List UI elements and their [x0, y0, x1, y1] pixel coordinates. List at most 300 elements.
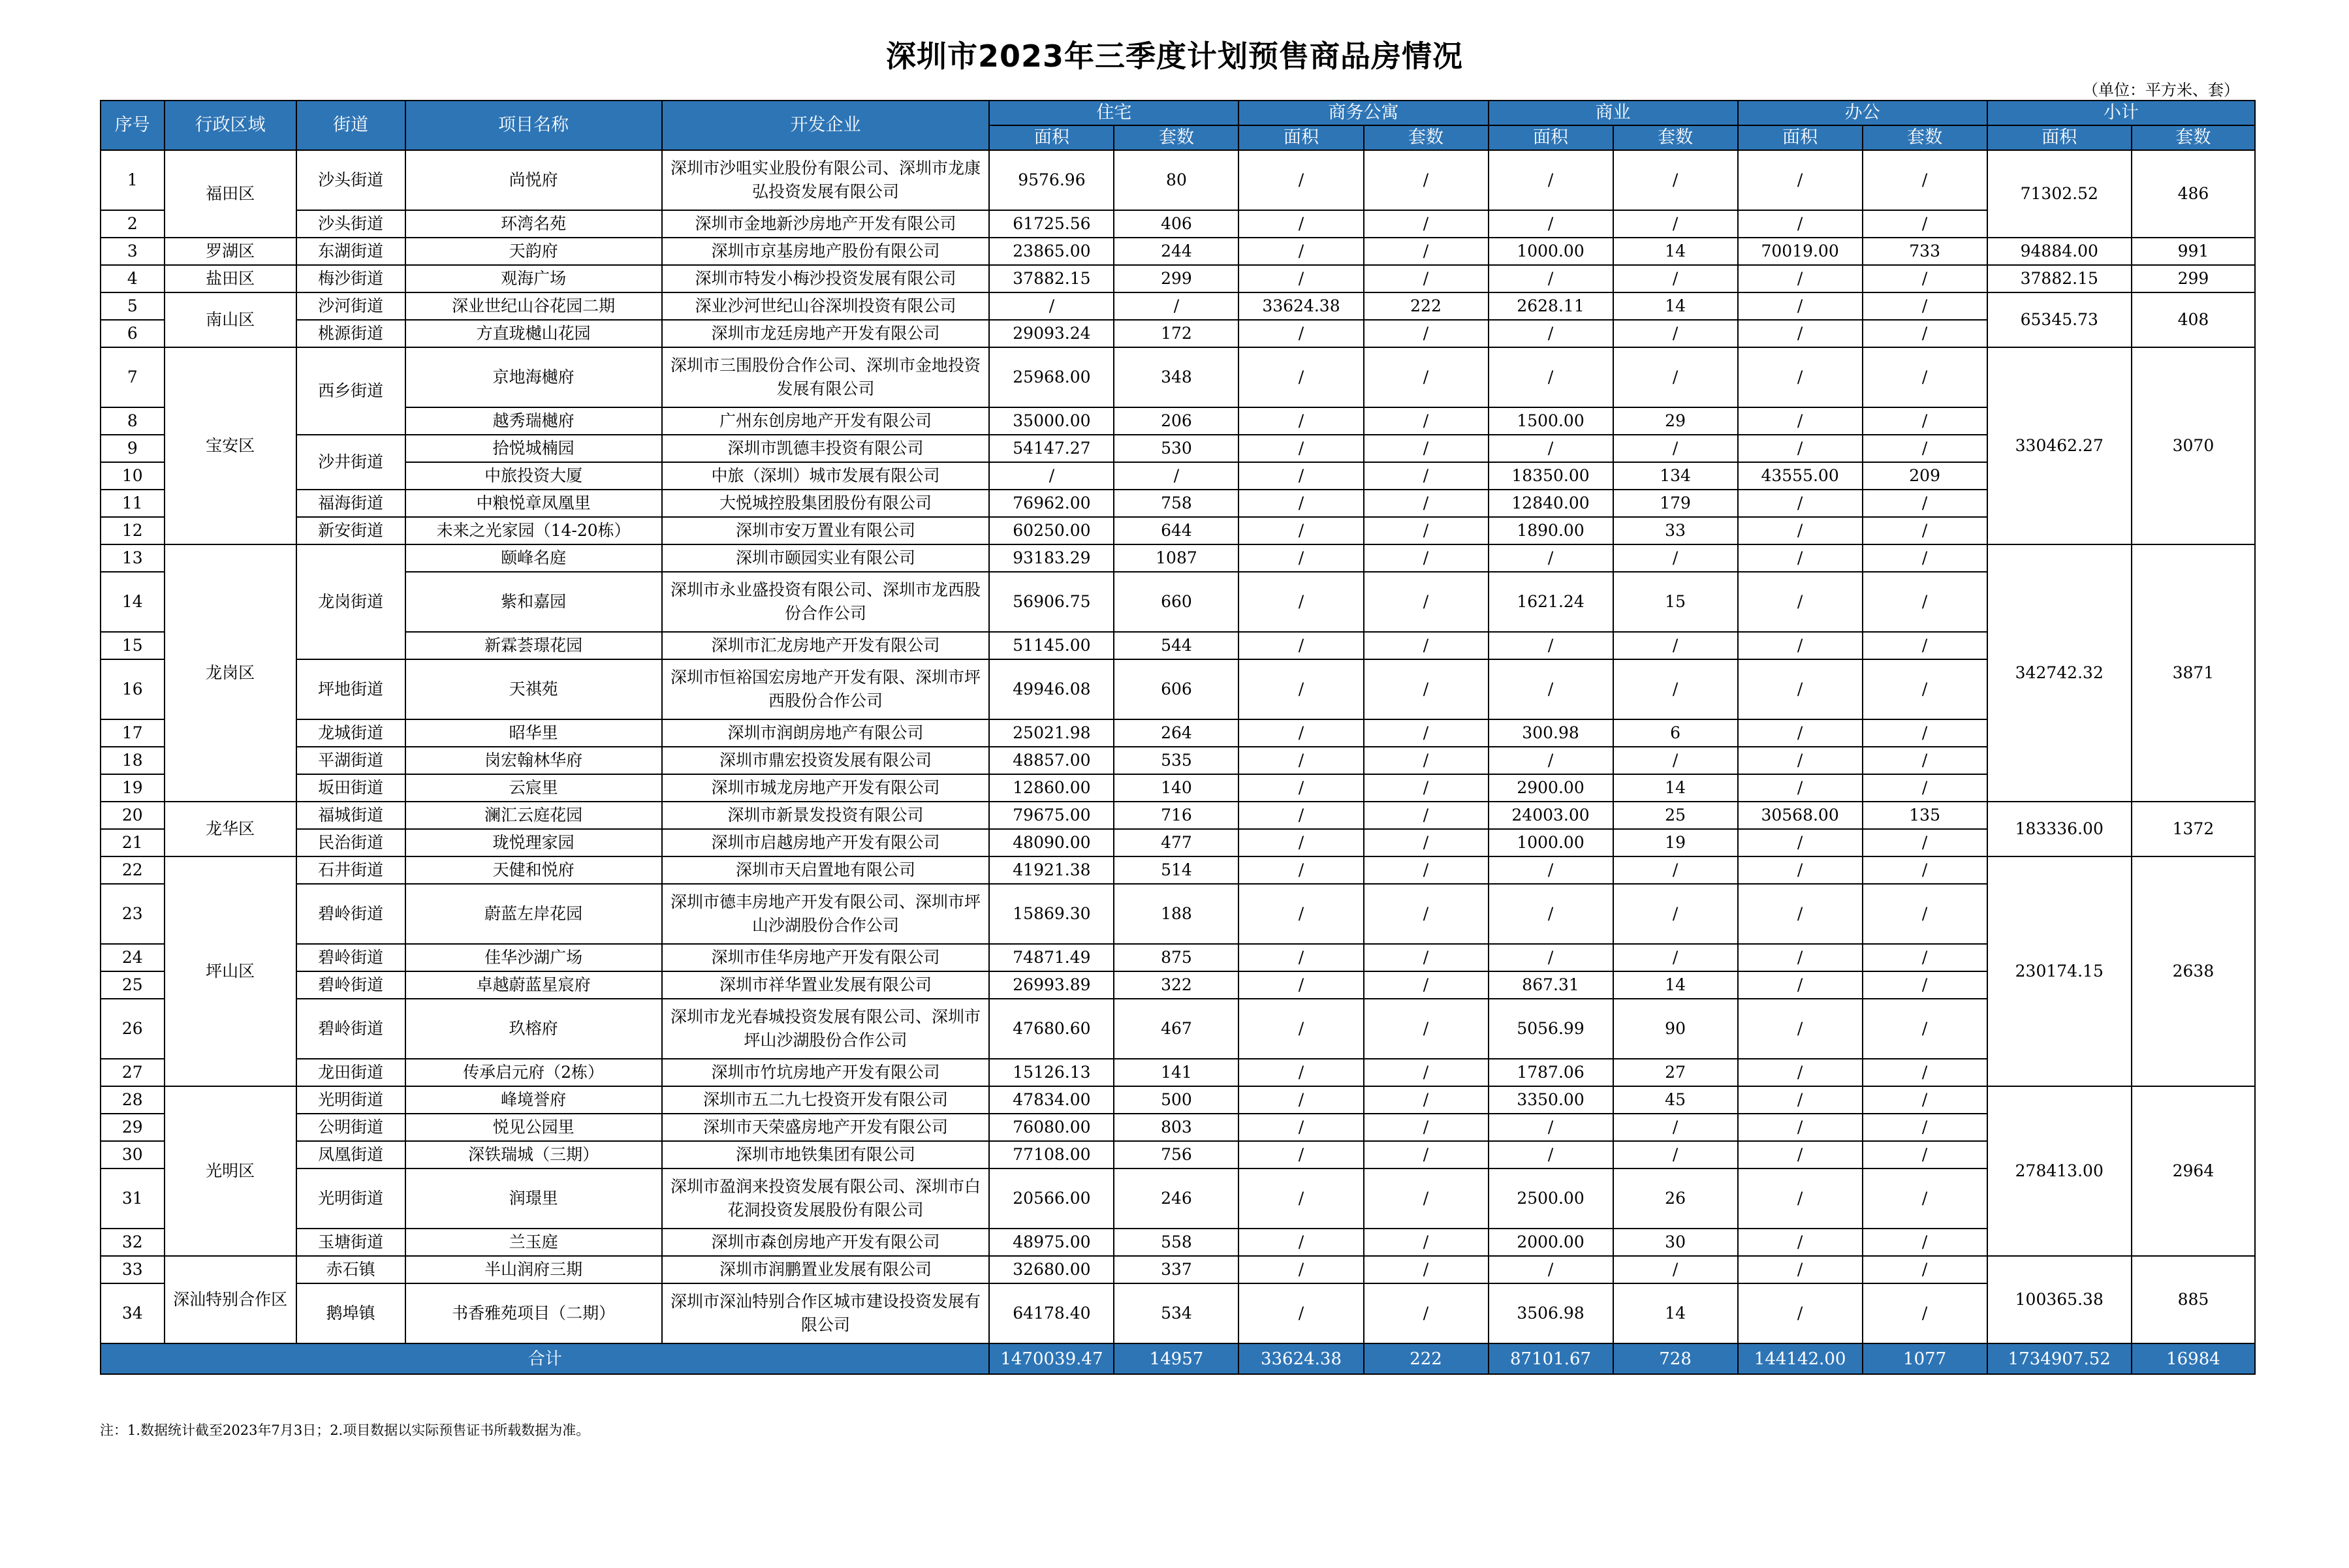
value-cell: / [1863, 435, 1987, 462]
value-cell: 1087 [1114, 544, 1238, 572]
table-row [101, 292, 2255, 320]
value-cell: 33624.38 [1238, 292, 1363, 320]
value-cell: 48857.00 [989, 747, 1114, 774]
value-cell: / [1364, 490, 1489, 517]
project-cell: 中粮悦章凤凰里 [405, 490, 662, 517]
developer-cell: 深圳市金地新沙房地产开发有限公司 [662, 210, 990, 238]
value-cell: / [1738, 1283, 1863, 1343]
value-cell: / [1364, 1086, 1489, 1114]
seq-cell: 8 [101, 407, 165, 435]
table-row [101, 544, 2255, 572]
value-cell: / [1738, 719, 1863, 747]
total-cell: 14957 [1114, 1343, 1238, 1374]
street-cell: 赤石镇 [296, 1256, 405, 1283]
value-cell: 1000.00 [1489, 829, 1613, 856]
value-cell: 406 [1114, 210, 1238, 238]
value-cell: / [1738, 210, 1863, 238]
table-body [101, 150, 2255, 1343]
value-cell: / [1613, 1141, 1738, 1168]
street-cell: 新安街道 [296, 517, 405, 544]
value-cell: 2000.00 [1489, 1229, 1613, 1256]
street-cell: 光明街道 [296, 1168, 405, 1229]
value-cell: / [1238, 1114, 1363, 1141]
street-cell: 鹅埠镇 [296, 1283, 405, 1343]
developer-cell: 深圳市竹坑房地产开发有限公司 [662, 1059, 990, 1086]
value-cell: / [1489, 632, 1613, 659]
seq-cell: 29 [101, 1114, 165, 1141]
table-row [101, 1086, 2255, 1114]
value-cell: 27 [1613, 1059, 1738, 1086]
value-cell: / [1238, 265, 1363, 292]
value-cell: 60250.00 [989, 517, 1114, 544]
value-cell: 867.31 [1489, 971, 1613, 999]
value-cell: 299 [1114, 265, 1238, 292]
value-cell: / [1238, 829, 1363, 856]
seq-cell: 21 [101, 829, 165, 856]
table-row [101, 659, 2255, 719]
value-cell: / [1364, 944, 1489, 971]
value-cell: 535 [1114, 747, 1238, 774]
developer-cell: 深圳市安万置业有限公司 [662, 517, 990, 544]
value-cell: / [1364, 1141, 1489, 1168]
subtotal-units-cell: 3070 [2132, 347, 2255, 544]
value-cell: / [1738, 999, 1863, 1059]
value-cell: / [1613, 320, 1738, 347]
header-units: 套数 [1613, 125, 1738, 150]
total-cell: 1734907.52 [1987, 1343, 2132, 1374]
value-cell: 70019.00 [1738, 238, 1863, 265]
table-row [101, 719, 2255, 747]
value-cell: 18350.00 [1489, 462, 1613, 490]
project-cell: 昭华里 [405, 719, 662, 747]
value-cell: / [1863, 1168, 1987, 1229]
seq-cell: 33 [101, 1256, 165, 1283]
project-cell: 珑悦理家园 [405, 829, 662, 856]
street-cell: 玉塘街道 [296, 1229, 405, 1256]
street-cell: 龙田街道 [296, 1059, 405, 1086]
header-group-subtotal: 小计 [1987, 101, 2255, 125]
value-cell: / [1364, 829, 1489, 856]
value-cell: / [1863, 544, 1987, 572]
value-cell: / [1613, 544, 1738, 572]
street-cell: 梅沙街道 [296, 265, 405, 292]
developer-cell: 深圳市德丰房地产开发有限公司、深圳市坪山沙湖股份合作公司 [662, 884, 990, 944]
total-cell: 222 [1364, 1343, 1489, 1374]
project-cell: 方直珑樾山花园 [405, 320, 662, 347]
value-cell: / [1364, 1168, 1489, 1229]
header-units: 套数 [2132, 125, 2255, 150]
seq-cell: 13 [101, 544, 165, 572]
street-cell: 东湖街道 [296, 238, 405, 265]
value-cell: / [1863, 944, 1987, 971]
street-cell: 福城街道 [296, 802, 405, 829]
developer-cell: 深圳市森创房地产开发有限公司 [662, 1229, 990, 1256]
developer-cell: 广州东创房地产开发有限公司 [662, 407, 990, 435]
value-cell: / [1863, 1114, 1987, 1141]
value-cell: / [1364, 238, 1489, 265]
value-cell: 54147.27 [989, 435, 1114, 462]
value-cell: / [1738, 659, 1863, 719]
header-area: 面积 [1738, 125, 1863, 150]
header-group-commercial: 商业 [1489, 101, 1738, 125]
value-cell: / [1863, 1283, 1987, 1343]
seq-cell: 26 [101, 999, 165, 1059]
value-cell: 300.98 [1489, 719, 1613, 747]
table-row [101, 1168, 2255, 1229]
value-cell: / [1364, 1114, 1489, 1141]
district-cell: 龙华区 [165, 802, 296, 856]
street-cell: 西乡街道 [296, 347, 405, 435]
subtotal-units-cell: 991 [2132, 238, 2255, 265]
value-cell: 2500.00 [1489, 1168, 1613, 1229]
subtotal-units-cell: 2638 [2132, 856, 2255, 1086]
value-cell: 534 [1114, 1283, 1238, 1343]
developer-cell: 深圳市祥华置业发展有限公司 [662, 971, 990, 999]
subtotal-area-cell: 37882.15 [1987, 265, 2132, 292]
table-row [101, 1114, 2255, 1141]
table-row [101, 1283, 2255, 1343]
value-cell: / [1238, 1086, 1363, 1114]
value-cell: / [1738, 292, 1863, 320]
total-cell: 16984 [2132, 1343, 2255, 1374]
value-cell: / [1613, 435, 1738, 462]
street-cell: 沙头街道 [296, 210, 405, 238]
value-cell: / [1238, 944, 1363, 971]
seq-cell: 14 [101, 572, 165, 632]
value-cell: / [1613, 1114, 1738, 1141]
seq-cell: 17 [101, 719, 165, 747]
street-cell: 桃源街道 [296, 320, 405, 347]
street-cell: 沙井街道 [296, 435, 405, 490]
value-cell: 246 [1114, 1168, 1238, 1229]
table-row [101, 632, 2255, 659]
value-cell: / [1613, 347, 1738, 407]
seq-cell: 2 [101, 210, 165, 238]
value-cell: 80 [1114, 150, 1238, 210]
value-cell: / [1738, 774, 1863, 802]
value-cell: / [1238, 774, 1363, 802]
project-cell: 京地海樾府 [405, 347, 662, 407]
value-cell: 264 [1114, 719, 1238, 747]
value-cell: 15869.30 [989, 884, 1114, 944]
header-units: 套数 [1863, 125, 1987, 150]
value-cell: 23865.00 [989, 238, 1114, 265]
value-cell: 25021.98 [989, 719, 1114, 747]
header-group-residential: 住宅 [989, 101, 1238, 125]
table-row [101, 774, 2255, 802]
total-cell: 87101.67 [1489, 1343, 1613, 1374]
value-cell: / [1238, 1229, 1363, 1256]
subtotal-area-cell: 230174.15 [1987, 856, 2132, 1086]
developer-cell: 深圳市佳华房地产开发有限公司 [662, 944, 990, 971]
seq-cell: 15 [101, 632, 165, 659]
table-row [101, 1141, 2255, 1168]
value-cell: / [1238, 435, 1363, 462]
developer-cell: 深圳市龙光春城投资发展有限公司、深圳市坪山沙湖股份合作公司 [662, 999, 990, 1059]
header-seq: 序号 [101, 101, 165, 150]
seq-cell: 7 [101, 347, 165, 407]
value-cell: / [1738, 572, 1863, 632]
table-row [101, 210, 2255, 238]
developer-cell: 深圳市三围股份合作公司、深圳市金地投资发展有限公司 [662, 347, 990, 407]
project-cell: 半山润府三期 [405, 1256, 662, 1283]
district-cell: 坪山区 [165, 856, 296, 1086]
seq-cell: 5 [101, 292, 165, 320]
value-cell: 803 [1114, 1114, 1238, 1141]
value-cell: / [1238, 150, 1363, 210]
value-cell: 25968.00 [989, 347, 1114, 407]
value-cell: 48975.00 [989, 1229, 1114, 1256]
value-cell: / [1238, 719, 1363, 747]
project-cell: 天祺苑 [405, 659, 662, 719]
header-area: 面积 [989, 125, 1114, 150]
developer-cell: 深圳市启越房地产开发有限公司 [662, 829, 990, 856]
developer-cell: 深圳市永业盛投资有限公司、深圳市龙西股份合作公司 [662, 572, 990, 632]
street-cell: 碧岭街道 [296, 944, 405, 971]
seq-cell: 20 [101, 802, 165, 829]
project-cell: 蔚蓝左岸花园 [405, 884, 662, 944]
developer-cell: 深圳市地铁集团有限公司 [662, 1141, 990, 1168]
value-cell: 1500.00 [1489, 407, 1613, 435]
value-cell: / [1863, 210, 1987, 238]
value-cell: / [1738, 856, 1863, 884]
project-cell: 新霖荟璟花园 [405, 632, 662, 659]
street-cell: 龙城街道 [296, 719, 405, 747]
project-cell: 天健和悦府 [405, 856, 662, 884]
value-cell: 206 [1114, 407, 1238, 435]
value-cell: / [1489, 944, 1613, 971]
value-cell: / [1863, 659, 1987, 719]
value-cell: 733 [1863, 238, 1987, 265]
value-cell: 12860.00 [989, 774, 1114, 802]
value-cell: 244 [1114, 238, 1238, 265]
project-cell: 玖榕府 [405, 999, 662, 1059]
developer-cell: 深圳市天荣盛房地产开发有限公司 [662, 1114, 990, 1141]
table-row [101, 265, 2255, 292]
seq-cell: 3 [101, 238, 165, 265]
seq-cell: 23 [101, 884, 165, 944]
value-cell: / [1238, 517, 1363, 544]
value-cell: / [1489, 659, 1613, 719]
value-cell: / [1738, 150, 1863, 210]
value-cell: / [1489, 347, 1613, 407]
street-cell: 沙头街道 [296, 150, 405, 210]
subtotal-area-cell: 94884.00 [1987, 238, 2132, 265]
value-cell: 348 [1114, 347, 1238, 407]
header-district: 行政区域 [165, 101, 296, 150]
value-cell: / [1863, 407, 1987, 435]
value-cell: / [1364, 1256, 1489, 1283]
header-group-office: 办公 [1738, 101, 1987, 125]
value-cell: / [1863, 347, 1987, 407]
table-row [101, 435, 2255, 462]
value-cell: 19 [1613, 829, 1738, 856]
value-cell: / [1489, 1141, 1613, 1168]
subtotal-units-cell: 1372 [2132, 802, 2255, 856]
value-cell: / [1613, 1256, 1738, 1283]
value-cell: / [1738, 944, 1863, 971]
developer-cell: 深圳市京基房地产股份有限公司 [662, 238, 990, 265]
value-cell: / [1238, 1256, 1363, 1283]
value-cell: / [1738, 265, 1863, 292]
value-cell: / [1238, 999, 1363, 1059]
value-cell: / [1738, 1059, 1863, 1086]
value-cell: / [1364, 1229, 1489, 1256]
value-cell: / [1364, 999, 1489, 1059]
value-cell: / [1613, 747, 1738, 774]
district-cell: 深汕特别合作区 [165, 1256, 296, 1343]
value-cell: 74871.49 [989, 944, 1114, 971]
project-cell: 深业世纪山谷花园二期 [405, 292, 662, 320]
value-cell: 14 [1613, 1283, 1738, 1343]
value-cell: 337 [1114, 1256, 1238, 1283]
value-cell: / [1238, 544, 1363, 572]
value-cell: 660 [1114, 572, 1238, 632]
developer-cell: 深圳市城龙房地产开发有限公司 [662, 774, 990, 802]
table-row [101, 829, 2255, 856]
value-cell: 93183.29 [989, 544, 1114, 572]
project-cell: 润璟里 [405, 1168, 662, 1229]
street-cell: 坪地街道 [296, 659, 405, 719]
value-cell: / [1238, 802, 1363, 829]
value-cell: / [989, 462, 1114, 490]
page-title: 深圳市2023年三季度计划预售商品房情况 [885, 39, 1464, 74]
developer-cell: 深圳市天启置地有限公司 [662, 856, 990, 884]
project-cell: 颐峰名庭 [405, 544, 662, 572]
value-cell: / [1489, 435, 1613, 462]
value-cell: 875 [1114, 944, 1238, 971]
value-cell: 48090.00 [989, 829, 1114, 856]
value-cell: / [1364, 719, 1489, 747]
value-cell: / [1863, 292, 1987, 320]
value-cell: 477 [1114, 829, 1238, 856]
seq-cell: 18 [101, 747, 165, 774]
subtotal-units-cell: 3871 [2132, 544, 2255, 802]
value-cell: / [1489, 265, 1613, 292]
value-cell: / [1738, 971, 1863, 999]
header-project: 项目名称 [405, 101, 662, 150]
value-cell: / [1364, 856, 1489, 884]
developer-cell: 深业沙河世纪山谷深圳投资有限公司 [662, 292, 990, 320]
seq-cell: 1 [101, 150, 165, 210]
district-cell: 龙岗区 [165, 544, 296, 802]
project-cell: 拾悦城楠园 [405, 435, 662, 462]
project-cell: 卓越蔚蓝星宸府 [405, 971, 662, 999]
footnote: 注：1.数据统计截至2023年7月3日；2.项目数据以实际预售证书所载数据为准。 [100, 1422, 590, 1438]
value-cell: / [1364, 802, 1489, 829]
value-cell: / [1238, 238, 1363, 265]
value-cell: / [1738, 632, 1863, 659]
value-cell: / [1238, 1283, 1363, 1343]
value-cell: / [1738, 829, 1863, 856]
value-cell: / [1863, 1086, 1987, 1114]
table-row [101, 747, 2255, 774]
seq-cell: 22 [101, 856, 165, 884]
seq-cell: 31 [101, 1168, 165, 1229]
header-developer: 开发企业 [662, 101, 990, 150]
value-cell: / [1238, 1141, 1363, 1168]
project-cell: 紫和嘉园 [405, 572, 662, 632]
project-cell: 越秀瑞樾府 [405, 407, 662, 435]
value-cell: / [1238, 490, 1363, 517]
header-street: 街道 [296, 101, 405, 150]
value-cell: / [1364, 632, 1489, 659]
value-cell: 47834.00 [989, 1086, 1114, 1114]
header-area: 面积 [1489, 125, 1613, 150]
value-cell: / [1863, 971, 1987, 999]
value-cell: / [1863, 265, 1987, 292]
value-cell: 14 [1613, 292, 1738, 320]
header-group-apartment: 商务公寓 [1238, 101, 1488, 125]
table-row [101, 320, 2255, 347]
value-cell: 30568.00 [1738, 802, 1863, 829]
developer-cell: 深圳市润鹏置业发展有限公司 [662, 1256, 990, 1283]
table-row [101, 1256, 2255, 1283]
header-units: 套数 [1114, 125, 1238, 150]
developer-cell: 深圳市五二九七投资开发有限公司 [662, 1086, 990, 1114]
value-cell: / [1238, 407, 1363, 435]
value-cell: / [1238, 971, 1363, 999]
value-cell: / [1364, 774, 1489, 802]
value-cell: / [1489, 856, 1613, 884]
value-cell: 14 [1613, 971, 1738, 999]
value-cell: 1621.24 [1489, 572, 1613, 632]
value-cell: 76080.00 [989, 1114, 1114, 1141]
street-cell: 光明街道 [296, 1086, 405, 1114]
subtotal-area-cell: 183336.00 [1987, 802, 2132, 856]
subtotal-units-cell: 299 [2132, 265, 2255, 292]
value-cell: / [1613, 210, 1738, 238]
table-row [101, 238, 2255, 265]
value-cell: 37882.15 [989, 265, 1114, 292]
value-cell: / [1364, 435, 1489, 462]
street-cell: 沙河街道 [296, 292, 405, 320]
developer-cell: 大悦城控股集团股份有限公司 [662, 490, 990, 517]
table-row [101, 971, 2255, 999]
value-cell: 500 [1114, 1086, 1238, 1114]
seq-cell: 27 [101, 1059, 165, 1086]
project-cell: 天韵府 [405, 238, 662, 265]
value-cell: 15 [1613, 572, 1738, 632]
total-cell: 1077 [1863, 1343, 1987, 1374]
total-cell: 1470039.47 [989, 1343, 1114, 1374]
value-cell: / [1738, 884, 1863, 944]
value-cell: / [1364, 659, 1489, 719]
developer-cell: 深圳市新景发投资有限公司 [662, 802, 990, 829]
table-row [101, 1059, 2255, 1086]
seq-cell: 30 [101, 1141, 165, 1168]
value-cell: 135 [1863, 802, 1987, 829]
value-cell: 140 [1114, 774, 1238, 802]
value-cell: 172 [1114, 320, 1238, 347]
value-cell: 6 [1613, 719, 1738, 747]
value-cell: / [1613, 856, 1738, 884]
table-row [101, 347, 2255, 407]
project-cell: 深铁瑞城（三期） [405, 1141, 662, 1168]
table-row [101, 1229, 2255, 1256]
street-cell: 民治街道 [296, 829, 405, 856]
value-cell: / [1364, 572, 1489, 632]
value-cell: / [1238, 462, 1363, 490]
street-cell: 石井街道 [296, 856, 405, 884]
seq-cell: 34 [101, 1283, 165, 1343]
project-cell: 观海广场 [405, 265, 662, 292]
value-cell: / [1738, 490, 1863, 517]
value-cell: 758 [1114, 490, 1238, 517]
table-row [101, 884, 2255, 944]
subtotal-units-cell: 486 [2132, 150, 2255, 238]
value-cell: 77108.00 [989, 1141, 1114, 1168]
